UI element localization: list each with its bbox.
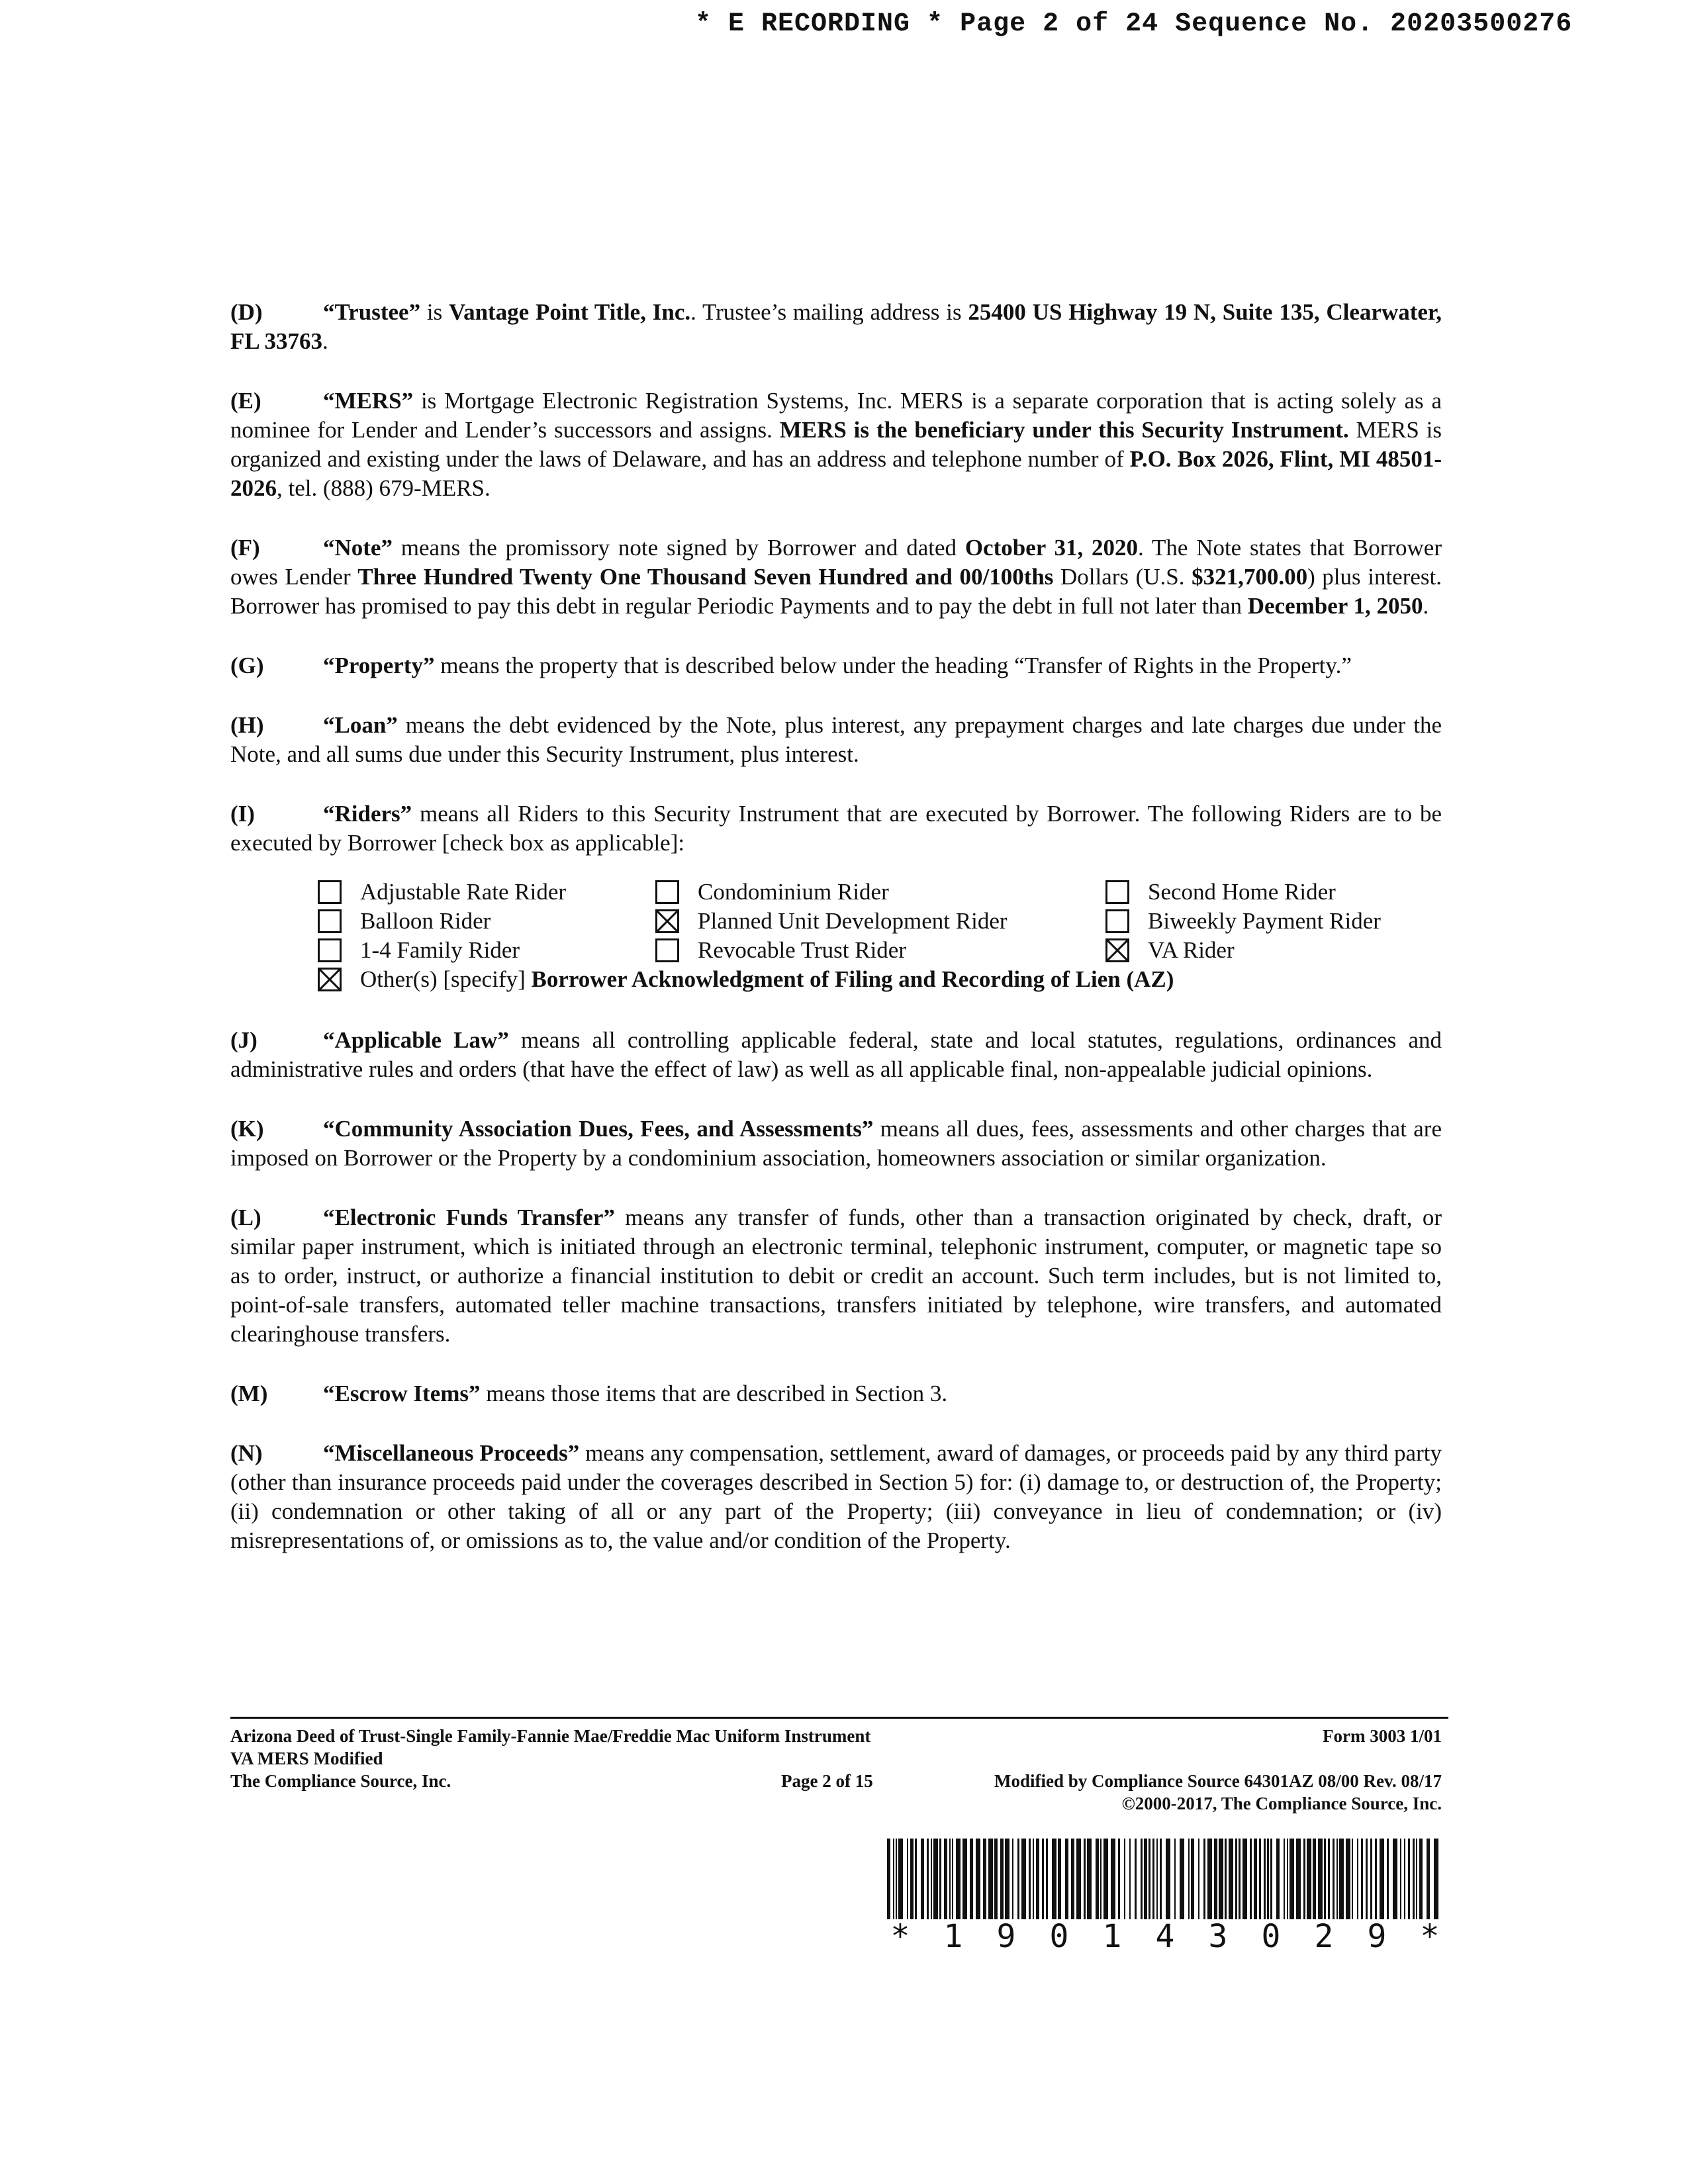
- barcode-bar: [1333, 1839, 1335, 1919]
- definition-text: [230, 712, 1442, 767]
- barcode-bar: [994, 1839, 998, 1919]
- bold-text: “Trustee”: [323, 299, 421, 325]
- definition-label: (D): [230, 299, 263, 325]
- text-run: .: [322, 328, 328, 354]
- barcode-character: 3: [1208, 1918, 1228, 1955]
- barcode-bar: [1118, 1839, 1120, 1919]
- barcode-character: 0: [1261, 1918, 1281, 1955]
- barcode-bar: [1408, 1839, 1410, 1919]
- barcode-bar: [931, 1839, 932, 1919]
- footer-modified: Modified by Compliance Source 64301AZ 08/00 Rev. 08/17: [994, 1771, 1442, 1791]
- text-run: MERS is organized and existing under the laws of Delaware, and has an address and telephone number of: [230, 417, 1442, 472]
- barcode-bar: [1071, 1839, 1074, 1919]
- barcode-bar: [1156, 1839, 1158, 1919]
- definition-label: (H): [230, 712, 264, 738]
- rider-revocable-trust[interactable]: [655, 936, 906, 965]
- rider-other[interactable]: [318, 965, 1174, 994]
- checkbox[interactable]: [1105, 938, 1129, 962]
- barcode-bar: [1036, 1839, 1039, 1919]
- barcode-character: 1: [1102, 1918, 1122, 1955]
- barcode-bar: [1427, 1839, 1430, 1919]
- rider-adjustable-rate[interactable]: [318, 878, 566, 907]
- barcode-bar: [927, 1839, 929, 1919]
- bold-text: Three Hundred Twenty One Thousand Seven Hundred and 00/100ths: [357, 564, 1054, 590]
- definition-text: [230, 1027, 1442, 1082]
- rider-label: Revocable Trust Rider: [698, 937, 906, 963]
- barcode-bar: [970, 1839, 973, 1919]
- bold-text: October 31, 2020: [964, 535, 1139, 561]
- barcode-bar: [1219, 1839, 1223, 1919]
- barcode-bar: [1296, 1839, 1301, 1919]
- barcode-bar: [1191, 1839, 1194, 1919]
- barcode-bar: [1352, 1839, 1353, 1919]
- barcode-bar: [1307, 1839, 1311, 1919]
- barcode-bar: [1046, 1839, 1048, 1919]
- barcode-bar: [1141, 1839, 1143, 1919]
- rider-label: Planned Unit Development Rider: [698, 908, 1008, 934]
- barcode-bar: [944, 1839, 947, 1919]
- barcode-bar: [976, 1839, 980, 1919]
- barcode-bar: [1111, 1839, 1115, 1919]
- definition-text: [230, 1205, 1442, 1347]
- footer-rule: [230, 1717, 1448, 1719]
- barcode-bar: [1264, 1839, 1266, 1919]
- barcode-bar: [1313, 1839, 1316, 1919]
- barcode-bar: [1160, 1839, 1162, 1919]
- definition-label: (N): [230, 1440, 263, 1466]
- text-run: . Trustee’s mailing address is: [690, 299, 968, 325]
- text-run: Dollars (U.S.: [1053, 564, 1192, 590]
- barcode-bar: [1100, 1839, 1102, 1919]
- recording-header: * E RECORDING * Page 2 of 24 Sequence No. 20203500276: [695, 9, 1573, 39]
- barcode-bar: [933, 1839, 938, 1919]
- bold-text: December 1, 2050: [1247, 593, 1423, 619]
- rider-label: Adjustable Rate Rider: [360, 879, 567, 905]
- checkbox[interactable]: [318, 968, 342, 991]
- rider-biweekly-payment[interactable]: [1105, 907, 1381, 936]
- bold-text: $321,700.00: [1192, 564, 1308, 590]
- barcode-bar: [1336, 1839, 1338, 1919]
- text-run: ) plus interest. Borrower has promised to pay this debt in regular Periodic Payments and to pay the debt in full not later than: [230, 564, 1442, 619]
- definition-label: (K): [230, 1116, 264, 1142]
- text-run: means all controlling applicable federal, state and local statutes, regulations, ordinances and administrative rules and orders (that have the effect of law) as well as all applicable final, non-appealable judicial opinions.: [230, 1027, 1442, 1082]
- barcode-bar: [1419, 1839, 1423, 1919]
- barcode-bar: [983, 1839, 986, 1919]
- barcode-bar: [1239, 1839, 1241, 1919]
- definition-l: [230, 1203, 1442, 1349]
- barcode-bar: [1096, 1839, 1099, 1919]
- barcode-bar: [1188, 1839, 1190, 1919]
- barcode-bar: [1149, 1839, 1150, 1919]
- barcode-bar: [1012, 1839, 1013, 1919]
- definition-k: [230, 1115, 1442, 1173]
- checkbox[interactable]: [655, 880, 679, 904]
- bold-text: “Riders”: [323, 801, 412, 827]
- footer-form-title: Arizona Deed of Trust-Single Family-Fannie Mae/Freddie Mac Uniform Instrument: [230, 1726, 871, 1746]
- footer-company: The Compliance Source, Inc.: [230, 1771, 451, 1791]
- checkbox[interactable]: [1105, 909, 1129, 933]
- bold-text: Vantage Point Title, Inc.: [449, 299, 691, 325]
- barcode-bar: [1087, 1839, 1092, 1919]
- text-run: is: [420, 299, 449, 325]
- barcode-bar: [956, 1839, 961, 1919]
- barcode-bar: [1174, 1839, 1176, 1919]
- definition-text: [230, 535, 1442, 619]
- bold-text: “Note”: [323, 535, 393, 561]
- barcode-bar: [1289, 1839, 1294, 1919]
- text-run: means the promissory note signed by Borrower and dated: [392, 535, 965, 561]
- barcode-character: 9: [996, 1918, 1016, 1955]
- barcode-bar: [1416, 1839, 1417, 1919]
- barcode-bar: [1203, 1839, 1205, 1919]
- footer-form-number: Form 3003 1/01: [1323, 1726, 1442, 1746]
- bold-text: “Electronic Funds Transfer”: [323, 1205, 615, 1230]
- footer-form-variant: VA MERS Modified: [230, 1749, 383, 1768]
- barcode-bar: [1065, 1839, 1068, 1919]
- barcode-character: 0: [1049, 1918, 1069, 1955]
- text-run: means the property that is described below under the heading “Transfer of Rights in the Property.”: [434, 653, 1352, 678]
- rider-label: Biweekly Payment Rider: [1148, 908, 1381, 934]
- definition-label: (M): [230, 1381, 268, 1406]
- barcode-bar: [896, 1839, 897, 1919]
- barcode-bar: [1284, 1839, 1285, 1919]
- barcode-bar: [1250, 1839, 1252, 1919]
- rider-second-home[interactable]: [1105, 878, 1336, 907]
- barcode-bar: [1214, 1839, 1217, 1919]
- barcode-bar: [1400, 1839, 1401, 1919]
- bold-text: “Miscellaneous Proceeds”: [323, 1440, 580, 1466]
- barcode-bar: [1076, 1839, 1081, 1919]
- rider-condominium[interactable]: [655, 878, 889, 907]
- bold-text: “Applicable Law”: [323, 1027, 509, 1053]
- bold-text: “MERS”: [323, 388, 414, 414]
- barcode-bar: [1005, 1839, 1009, 1919]
- text-run: means all Riders to this Security Instrument that are executed by Borrower. The following Riders are to be executed by Borrower [check box as applicable]:: [230, 801, 1442, 856]
- barcode-bar: [898, 1839, 903, 1919]
- barcode-bar: [910, 1839, 914, 1919]
- text-run: means those items that are described in Section 3.: [480, 1381, 948, 1406]
- barcode-character: *: [1420, 1918, 1440, 1955]
- barcode-bar: [1124, 1839, 1125, 1919]
- rider-label: 1-4 Family Rider: [360, 937, 520, 963]
- footer-page-number: Page 2 of 15: [781, 1771, 873, 1791]
- barcode-icon: [887, 1839, 1443, 1919]
- definition-f: [230, 533, 1442, 621]
- bold-text: 25400 US Highway 19 N, Suite 135, Clearwater, FL 33763: [230, 299, 1442, 354]
- barcode-bar: [1103, 1839, 1108, 1919]
- definition-label: (L): [230, 1205, 261, 1230]
- rider-label: Other(s) [specify]: [360, 966, 532, 992]
- definition-i: [230, 799, 1442, 858]
- text-run: , tel. (888) 679-MERS.: [277, 475, 491, 501]
- text-run: means the debt evidenced by the Note, plus interest, any prepayment charges and late charges due under the Note, and all sums due under this Security Instrument, plus interest.: [230, 712, 1442, 767]
- definition-d: [230, 298, 1442, 356]
- definition-text: [230, 388, 1442, 501]
- barcode-bar: [893, 1839, 894, 1919]
- barcode-bar: [915, 1839, 917, 1919]
- definition-n: [230, 1439, 1442, 1555]
- barcode-bar: [1254, 1839, 1257, 1919]
- barcode-bar: [1370, 1839, 1372, 1919]
- barcode-bar: [1229, 1839, 1233, 1919]
- definition-text: [230, 801, 1442, 856]
- barcode-bar: [1328, 1839, 1330, 1919]
- barcode-character: 1: [943, 1918, 963, 1955]
- definition-label: (E): [230, 388, 261, 414]
- barcode-bar: [1144, 1839, 1147, 1919]
- barcode-bar: [949, 1839, 951, 1919]
- bold-text: “Escrow Items”: [323, 1381, 481, 1406]
- barcode-bar: [1000, 1839, 1004, 1919]
- checkbox[interactable]: [655, 938, 679, 962]
- barcode-bar: [1434, 1839, 1438, 1919]
- definition-label: (F): [230, 535, 260, 561]
- barcode-bar: [1387, 1839, 1389, 1919]
- barcode-bar: [1084, 1839, 1086, 1919]
- barcode-bar: [1235, 1839, 1237, 1919]
- barcode-bar: [952, 1839, 953, 1919]
- barcode-bar: [1243, 1839, 1247, 1919]
- riders-checklist: [230, 878, 1442, 1003]
- barcode-bar: [1366, 1839, 1368, 1919]
- text-run: means all dues, fees, assessments and other charges that are imposed on Borrower or the Property by a condominium association, homeowners association or similar organization.: [230, 1116, 1442, 1171]
- definition-text: [323, 653, 1352, 678]
- rider-label: Second Home Rider: [1148, 879, 1336, 905]
- barcode-bar: [939, 1839, 941, 1919]
- barcode-bar: [1357, 1839, 1358, 1919]
- barcode-bar: [1042, 1839, 1044, 1919]
- definition-text: [230, 1440, 1442, 1553]
- barcode-character: 9: [1367, 1918, 1387, 1955]
- barcode-bar: [1166, 1839, 1170, 1919]
- barcode-bar: [1318, 1839, 1323, 1919]
- rider-va[interactable]: [1105, 936, 1235, 965]
- definition-m: [230, 1379, 1442, 1408]
- barcode-bar: [1287, 1839, 1288, 1919]
- checkbox[interactable]: [318, 880, 342, 904]
- barcode-bar: [1152, 1839, 1154, 1919]
- text-run: .: [1423, 593, 1429, 619]
- barcode-bar: [887, 1839, 890, 1919]
- definition-e: [230, 387, 1442, 503]
- barcode-bar: [1380, 1839, 1384, 1919]
- rider-balloon[interactable]: [318, 907, 491, 936]
- barcode-bar: [1404, 1839, 1405, 1919]
- bold-text: “Property”: [323, 653, 435, 678]
- definition-h: [230, 711, 1442, 769]
- text-run: . The Note states that Borrower owes Lender: [230, 535, 1442, 590]
- barcode-bar: [1393, 1839, 1397, 1919]
- barcode-bar: [1339, 1839, 1344, 1919]
- barcode-bar: [1375, 1839, 1377, 1919]
- barcode-bar: [1180, 1839, 1184, 1919]
- barcode-bar: [962, 1839, 967, 1919]
- barcode-bar: [1058, 1839, 1061, 1919]
- barcode-bar: [1324, 1839, 1326, 1919]
- barcode-bar: [921, 1839, 924, 1919]
- bold-text: “Loan”: [323, 712, 398, 738]
- footer-copyright: ©2000-2017, The Compliance Source, Inc.: [1121, 1794, 1442, 1813]
- bold-text: “Community Association Dues, Fees, and Assessments”: [323, 1116, 874, 1142]
- barcode-character: 2: [1314, 1918, 1334, 1955]
- barcode-bar: [1413, 1839, 1415, 1919]
- barcode-bar: [1021, 1839, 1026, 1919]
- checkbox[interactable]: [1105, 880, 1129, 904]
- barcode-bar: [988, 1839, 993, 1919]
- definition-text: [323, 1381, 947, 1406]
- barcode-bar: [1225, 1839, 1227, 1919]
- barcode-bar: [1029, 1839, 1031, 1919]
- rider-1-4-family[interactable]: [318, 936, 520, 965]
- barcode-bar: [1052, 1839, 1056, 1919]
- definition-label: (J): [230, 1027, 258, 1053]
- document-body: [230, 298, 1442, 1586]
- barcode-bar: [1346, 1839, 1350, 1919]
- barcode-bar: [907, 1839, 908, 1919]
- barcode-character: *: [890, 1918, 910, 1955]
- barcode-bar: [1198, 1839, 1199, 1919]
- barcode-bar: [1259, 1839, 1261, 1919]
- barcode-bar: [1129, 1839, 1131, 1919]
- barcode-bar: [1267, 1839, 1269, 1919]
- bold-text: MERS is the beneficiary under this Security Instrument.: [779, 417, 1349, 443]
- barcode-bar: [1361, 1839, 1363, 1919]
- rider-label: Balloon Rider: [360, 908, 491, 934]
- checkbox[interactable]: [318, 938, 342, 962]
- text-run: means any compensation, settlement, award of damages, or proceeds paid by any third party (other than insurance proceeds paid under the coverages described in Section 5) for: (i) damage to, or destruction of, the Property; (ii) condemnation or other taking of all or any part of the Property; (iii) conveyance in lieu of condemnation; or (iv) misrepresentations of, or omissions as to, the value and/or condition of the Property.: [230, 1440, 1442, 1553]
- barcode-bar: [1135, 1839, 1137, 1919]
- bold-text: P.O. Box 2026, Flint, MI 48501-2026: [230, 446, 1442, 501]
- definition-g: [230, 651, 1442, 680]
- rider-planned-unit-development[interactable]: [655, 907, 1008, 936]
- rider-label: VA Rider: [1148, 937, 1235, 963]
- text-run: means any transfer of funds, other than a transaction originated by check, draft, or similar paper instrument, which is initiated through an electronic terminal, telephonic instrument, computer, or magnetic tape so as to order, instruct, or authorize a financial institution to debit or credit an account. Such term includes, but is not limited to, point-of-sale transfers, automated teller machine transactions, transfers initiated by telephone, wire transfers, and automated clearinghouse transfers.: [230, 1205, 1442, 1347]
- rider-other-value: Borrower Acknowledgment of Filing and Recording of Lien (AZ): [531, 966, 1174, 992]
- checkbox[interactable]: [318, 909, 342, 933]
- checkbox[interactable]: [655, 909, 679, 933]
- barcode-bar: [1207, 1839, 1212, 1919]
- barcode-bar: [1276, 1839, 1280, 1919]
- definition-text: [230, 1116, 1442, 1171]
- barcode-bar: [1303, 1839, 1305, 1919]
- barcode-character: 4: [1155, 1918, 1175, 1955]
- text-run: is Mortgage Electronic Registration Systems, Inc. MERS is a separate corporation that is acting solely as a nominee for Lender and Lender’s successors and assigns.: [230, 388, 1442, 443]
- barcode-bar: [1270, 1839, 1272, 1919]
- barcode-bar: [1017, 1839, 1019, 1919]
- barcode-bar: [1033, 1839, 1034, 1919]
- definition-label: (I): [230, 801, 255, 827]
- definition-j: [230, 1026, 1442, 1084]
- rider-label: Condominium Rider: [698, 879, 889, 905]
- definition-label: (G): [230, 653, 264, 678]
- definition-text: [230, 299, 1442, 354]
- barcode-text: [887, 1918, 1443, 1955]
